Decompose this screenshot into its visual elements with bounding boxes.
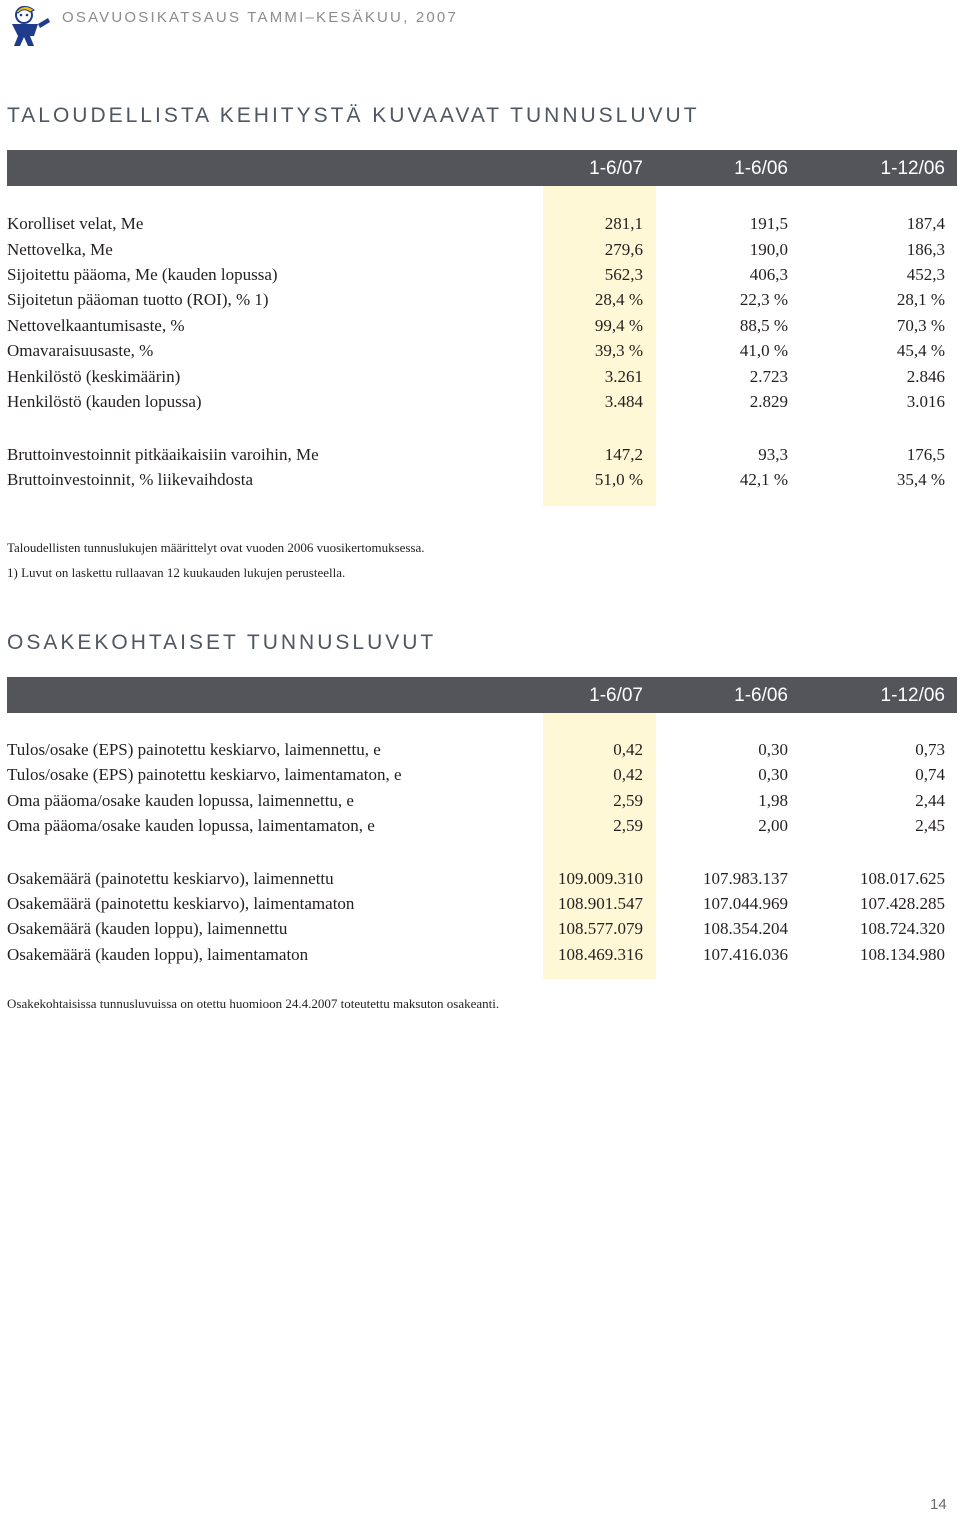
row-value: 0,30	[758, 765, 788, 784]
row-value: 109.009.310	[558, 869, 643, 888]
row-label: Bruttoinvestoinnit pitkäaikaisiin varoihin, Me	[7, 445, 319, 464]
row-value: 2.723	[749, 367, 788, 386]
row-value: 3.016	[906, 392, 945, 411]
row-label: Tulos/osake (EPS) painotettu keskiarvo, laimentamaton, e	[7, 765, 402, 784]
page-number: 14	[930, 1496, 947, 1513]
row-value: 147,2	[604, 445, 643, 464]
section1-col-1-6-06: 1-6/06	[734, 158, 788, 179]
section2-col-1-6-06: 1-6/06	[734, 685, 788, 706]
row-value: 107.416.036	[703, 945, 788, 964]
row-label: Bruttoinvestoinnit, % liikevaihdosta	[7, 470, 254, 489]
row-value: 107.983.137	[703, 869, 788, 888]
row-value: 107.044.969	[703, 894, 788, 913]
row-value: 45,4 %	[896, 341, 945, 360]
table-row	[7, 765, 957, 790]
row-value: 70,3 %	[896, 316, 945, 335]
row-value: 190,0	[749, 240, 788, 259]
row-label: Osakemäärä (kauden loppu), laimentamaton	[7, 945, 309, 964]
row-value: 2.846	[906, 367, 945, 386]
row-label: Sijoitettu pääoma, Me (kauden lopussa)	[7, 265, 278, 284]
section1-note: Taloudellisten tunnuslukujen määrittelyt ovat vuoden 2006 vuosikertomuksessa.	[7, 540, 425, 555]
row-value: 0,42	[613, 765, 643, 784]
row-label: Henkilöstö (keskimäärin)	[7, 367, 181, 386]
section1-table-header	[7, 150, 957, 186]
row-value: 108.577.079	[558, 919, 643, 938]
row-value: 3.484	[604, 392, 643, 411]
table-row	[7, 740, 957, 765]
row-value: 28,4 %	[594, 290, 643, 309]
row-value: 107.428.285	[860, 894, 945, 913]
table-row	[7, 869, 957, 894]
row-value: 28,1 %	[896, 290, 945, 309]
table-row	[7, 290, 957, 315]
row-value: 2,00	[758, 816, 788, 835]
row-value: 51,0 %	[594, 470, 643, 489]
section2-title: OSAKEKOHTAISET TUNNUSLUVUT	[7, 631, 437, 654]
section1-title: TALOUDELLISTA KEHITYSTÄ KUVAAVAT TUNNUSLUVUT	[7, 104, 700, 127]
section2-table-header	[7, 677, 957, 713]
row-value: 35,4 %	[896, 470, 945, 489]
row-label: Tulos/osake (EPS) painotettu keskiarvo, laimennettu, e	[7, 740, 381, 759]
row-value: 1,98	[758, 791, 788, 810]
row-label: Nettovelka, Me	[7, 240, 113, 259]
row-value: 41,0 %	[739, 341, 788, 360]
row-value: 2,59	[613, 791, 643, 810]
row-value: 108.724.320	[860, 919, 945, 938]
row-value: 281,1	[604, 214, 643, 233]
row-label: Henkilöstö (kauden lopussa)	[7, 392, 202, 411]
row-label: Oma pääoma/osake kauden lopussa, laimennettu, e	[7, 791, 354, 810]
row-value: 39,3 %	[594, 341, 643, 360]
mascot-logo-icon	[4, 2, 52, 48]
section2-col-1-6-07: 1-6/07	[589, 685, 643, 706]
table-row	[7, 791, 957, 816]
table-row	[7, 214, 957, 239]
row-label: Osakemäärä (painotettu keskiarvo), laimentamaton	[7, 894, 355, 913]
row-label: Omavaraisuusaste, %	[7, 341, 154, 360]
row-label: Korolliset velat, Me	[7, 214, 144, 233]
row-label: Sijoitetun pääoman tuotto (ROI), % 1)	[7, 290, 269, 309]
row-value: 0,74	[915, 765, 945, 784]
row-value: 176,5	[906, 445, 945, 464]
row-value: 93,3	[758, 445, 788, 464]
row-value: 279,6	[604, 240, 643, 259]
section1-footnote: 1) Luvut on laskettu rullaavan 12 kuukauden lukujen perusteella.	[7, 565, 346, 580]
row-value: 108.017.625	[860, 869, 945, 888]
table-row	[7, 316, 957, 341]
row-label: Osakemäärä (painotettu keskiarvo), laimennettu	[7, 869, 334, 888]
row-value: 2,44	[915, 791, 945, 810]
row-value: 2.829	[749, 392, 788, 411]
row-value: 108.354.204	[703, 919, 788, 938]
row-value: 2,59	[613, 816, 643, 835]
row-label: Oma pääoma/osake kauden lopussa, laimentamaton, e	[7, 816, 375, 835]
row-value: 108.901.547	[558, 894, 643, 913]
row-value: 3.261	[604, 367, 643, 386]
row-value: 191,5	[749, 214, 788, 233]
document-header-title: OSAVUOSIKATSAUS TAMMI–KESÄKUU, 2007	[62, 9, 458, 26]
table-row	[7, 894, 957, 919]
table-row	[7, 341, 957, 366]
row-label: Nettovelkaantumisaste, %	[7, 316, 185, 335]
row-label: Osakemäärä (kauden loppu), laimennettu	[7, 919, 288, 938]
row-value: 562,3	[604, 265, 643, 284]
row-value: 186,3	[906, 240, 945, 259]
row-value: 88,5 %	[739, 316, 788, 335]
table-row	[7, 470, 957, 495]
row-value: 0,42	[613, 740, 643, 759]
row-value: 452,3	[906, 265, 945, 284]
row-value: 22,3 %	[739, 290, 788, 309]
table-row	[7, 392, 957, 417]
table-row	[7, 265, 957, 290]
row-value: 406,3	[749, 265, 788, 284]
section2-col-1-12-06: 1-12/06	[880, 685, 945, 706]
row-value: 99,4 %	[594, 316, 643, 335]
table-row	[7, 367, 957, 392]
row-value: 0,73	[915, 740, 945, 759]
row-value: 108.134.980	[860, 945, 945, 964]
section1-col-1-6-07: 1-6/07	[589, 158, 643, 179]
row-value: 187,4	[906, 214, 945, 233]
row-value: 42,1 %	[739, 470, 788, 489]
row-value: 0,30	[758, 740, 788, 759]
table-row	[7, 240, 957, 265]
row-value: 2,45	[915, 816, 945, 835]
section1-col-1-12-06: 1-12/06	[880, 158, 945, 179]
section2-note: Osakekohtaisissa tunnusluvuissa on otettu huomioon 24.4.2007 toteutettu maksuton osakeanti.	[7, 996, 500, 1011]
table-row	[7, 945, 957, 970]
table-row	[7, 445, 957, 470]
table-row	[7, 919, 957, 944]
table-row	[7, 816, 957, 841]
row-value: 108.469.316	[558, 945, 643, 964]
